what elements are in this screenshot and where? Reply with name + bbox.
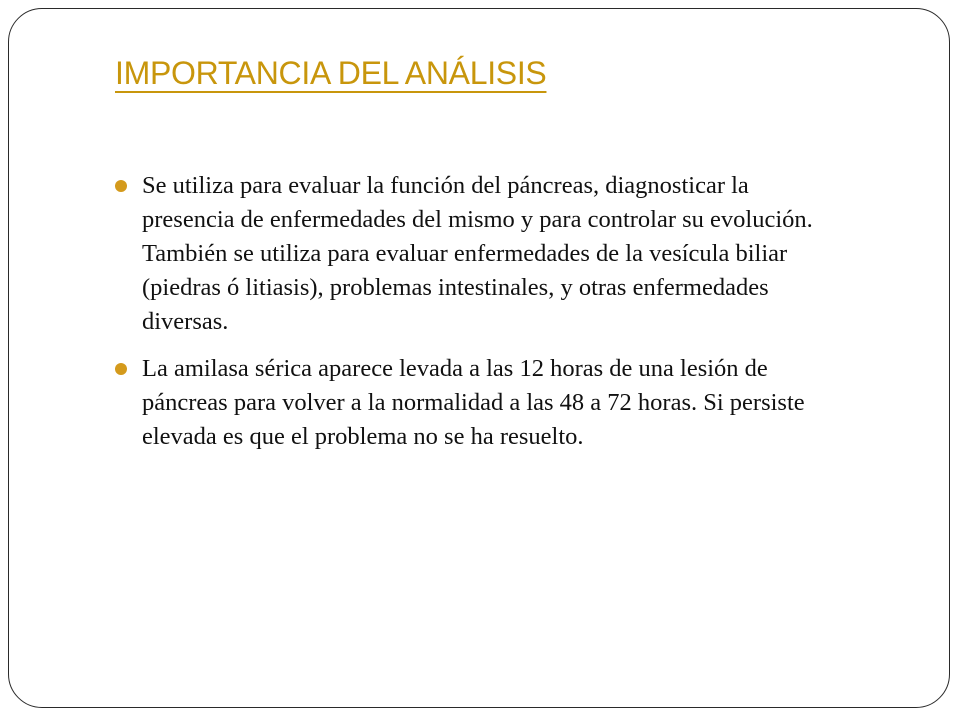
bullet-text: La amilasa sérica aparece levada a las 12 horas de una lesión de páncreas para volver a la normalidad a las 48 a 72 horas. Si persiste elevada es que el problema no se ha resuelto. <box>142 355 805 450</box>
slide-frame <box>8 8 950 708</box>
bullet-dot-icon <box>115 363 127 375</box>
bullet-text: Se utiliza para evaluar la función del páncreas, diagnosticar la presencia de enfermedades del mismo y para controlar su evolución. También se utiliza para evaluar enfermedades de la vesícula biliar (piedras ó litiasis), problemas intestinales, y otras enfermedades diversas. <box>142 172 813 335</box>
bullet-item <box>112 352 842 454</box>
bullet-list <box>112 169 842 467</box>
slide-title: IMPORTANCIA DEL ANÁLISIS <box>115 55 547 91</box>
bullet-dot-icon <box>115 180 127 192</box>
bullet-item <box>112 169 842 339</box>
